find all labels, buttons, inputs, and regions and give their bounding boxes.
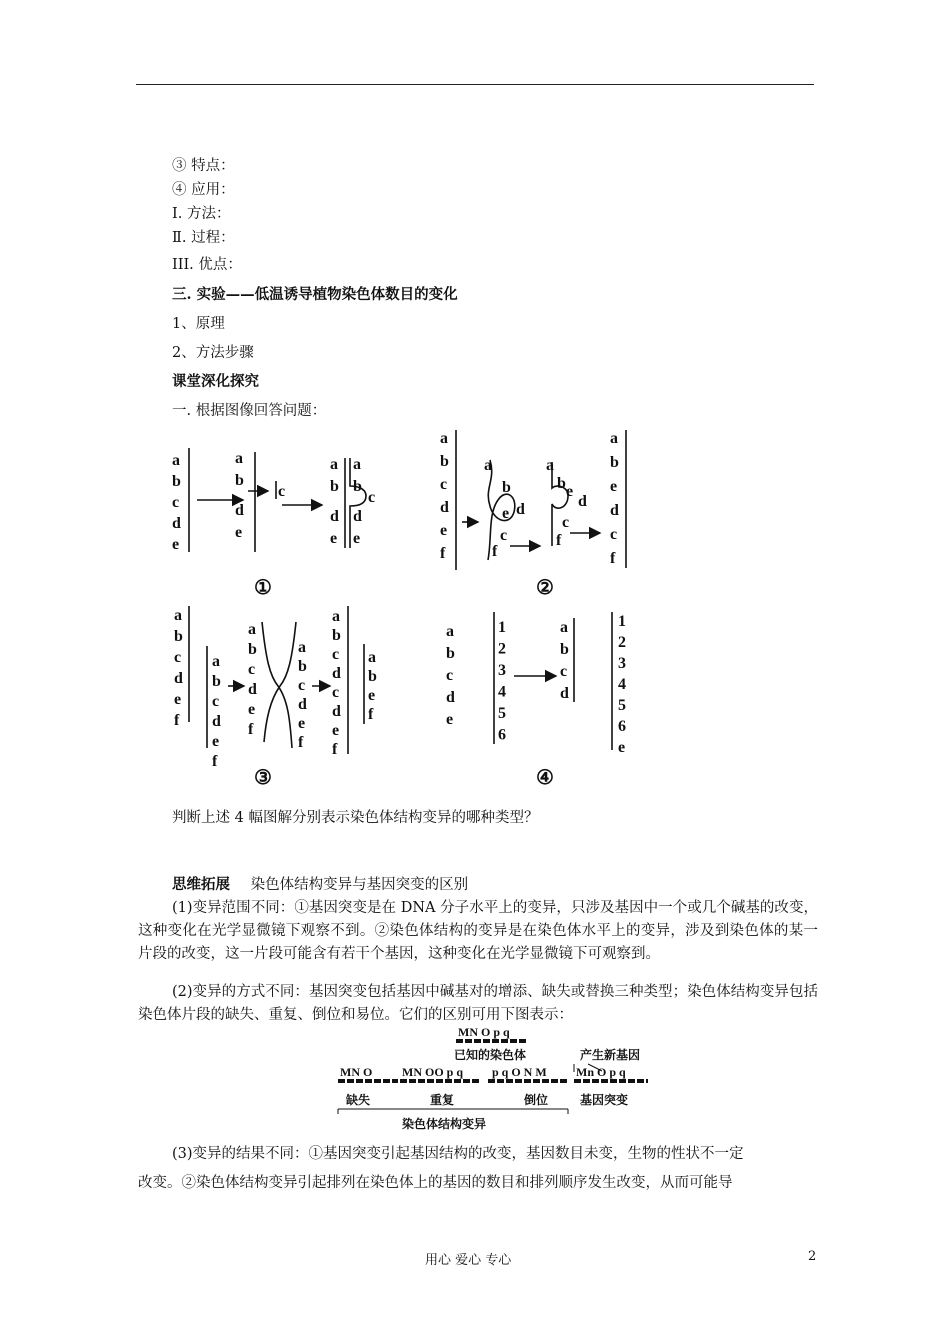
mutation-comparison-diagram	[330, 1024, 660, 1138]
chromosome-gene-label: d	[298, 696, 307, 713]
thinking-paragraph-3a: (3)变异的结果不同：①基因突变引起基因结构的改变，基因数目未变，生物的性状不一定	[172, 1146, 744, 1162]
chromosome-gene-label: c	[212, 693, 220, 710]
chromosome-gene-label: c	[368, 489, 376, 506]
chromosome-gene-label: d	[235, 502, 244, 519]
chromosome-gene-label: b	[610, 454, 619, 471]
chromosome-gene-label: f	[174, 712, 180, 729]
chromosome-gene-label: b	[330, 478, 339, 495]
chromosome-gene-label: b	[368, 668, 377, 685]
chromosome-gene-label: 4	[498, 683, 506, 701]
chromosome-gene-label: d	[560, 685, 569, 702]
inversion-label: 倒位	[524, 1093, 549, 1107]
chromosome-gene-label: c	[332, 646, 340, 663]
chromosome-gene-label: 3	[618, 655, 626, 672]
chromosome-gene-label: f	[440, 545, 446, 562]
chromosome-gene-label: e	[446, 711, 454, 728]
chromosome-gene-label: b	[174, 628, 183, 645]
duplication-genes: MN OO p q	[402, 1065, 464, 1079]
chromosome-gene-label: f	[368, 706, 374, 723]
chromosome-gene-label: 3	[498, 662, 506, 679]
chromosome-gene-label: b	[332, 627, 341, 644]
chromosome-gene-label: b	[235, 472, 244, 489]
chromosome-gene-label: a	[560, 619, 568, 636]
chromosome-gene-label: b	[446, 645, 455, 662]
chromosome-gene-label: f	[298, 734, 304, 751]
chromosome-gene-label: e	[610, 478, 618, 495]
chromosome-gene-label: d	[446, 689, 455, 706]
inversion-genes: p q O N M	[492, 1065, 547, 1079]
fig3-crossing-line	[264, 622, 296, 742]
chromosome-gene-label: a	[174, 607, 182, 624]
chromosome-gene-label: a	[446, 623, 454, 640]
thinking-label: 思维拓展	[172, 876, 230, 893]
known-chromosome-label: 已知的染色体	[454, 1048, 527, 1062]
chromosome-gene-label: e	[174, 691, 182, 708]
experiment-heading: 三. 实验——低温诱导植物染色体数目的变化	[172, 286, 458, 303]
figure-number-label: ④	[536, 767, 554, 789]
chromosome-gene-label: 4	[618, 676, 626, 693]
chromosome-gene-label: b	[557, 475, 566, 492]
chromosome-gene-label: d	[172, 515, 181, 532]
experiment-steps: 2、方法步骤	[172, 345, 254, 361]
chromosome-gene-label: f	[556, 532, 562, 549]
chromosome-gene-label: e	[235, 524, 243, 541]
chromosome-gene-label: 2	[618, 634, 626, 651]
chromosome-gene-label: c	[172, 494, 180, 511]
page-number: 2	[808, 1249, 817, 1264]
chromosome-gene-label: c	[332, 684, 340, 701]
chromosome-gene-label: c	[278, 483, 286, 500]
chromosome-gene-label: c	[248, 661, 256, 678]
mutation-genes: Mn O p q	[576, 1065, 626, 1079]
footer-center: 用心 爱心 专心	[425, 1253, 512, 1268]
chromosome-gene-label: a	[235, 450, 243, 467]
chromosome-gene-label: b	[172, 473, 181, 490]
chromosome-gene-label: d	[174, 670, 183, 687]
chromosome-gene-label: b	[248, 641, 257, 658]
item-process: Ⅱ. 过程：	[172, 230, 235, 246]
chromosome-gene-label: b	[440, 453, 449, 470]
item-features: ③ 特点：	[172, 158, 235, 174]
chromosome-gene-label: c	[560, 663, 568, 680]
chromosome-gene-label: c	[446, 667, 454, 684]
experiment-principle: 1、原理	[172, 316, 225, 332]
chromosome-gene-label: a	[330, 456, 338, 473]
chromosome-gene-label: b	[212, 673, 221, 690]
chromosome-gene-label: d	[353, 508, 362, 525]
chromosome-gene-label: d	[248, 681, 257, 698]
chromosome-gene-label: d	[212, 713, 221, 730]
structural-variation-label: 染色体结构变异	[402, 1117, 487, 1131]
chromosome-gene-label: 6	[498, 726, 506, 744]
chromosome-gene-label: d	[332, 703, 341, 720]
chromosome-gene-label: a	[248, 621, 256, 638]
chromosome-gene-label: 6	[618, 718, 626, 735]
chromosome-gene-label: f	[248, 721, 254, 738]
new-gene-label: 产生新基因	[580, 1048, 641, 1062]
thinking-title: 染色体结构变异与基因突变的区别	[250, 877, 469, 893]
chromosome-gene-label: b	[353, 478, 362, 495]
chromosome-gene-label: e	[248, 701, 256, 718]
chromosome-gene-label: e	[502, 505, 510, 522]
chromosome-gene-label: f	[610, 550, 616, 567]
chromosome-gene-label: d	[332, 665, 341, 682]
chromosome-gene-label: a	[172, 452, 180, 469]
known-chromosome-genes: MN O p q	[458, 1025, 510, 1039]
chromosome-gene-label: a	[484, 457, 492, 474]
figure-number-label: ②	[536, 577, 554, 599]
chromosome-gene-label: e	[353, 530, 361, 547]
figure-question: 判断上述 4 幅图解分别表示染色体结构变异的哪种类型？	[172, 810, 539, 826]
chromosome-gene-label: 2	[498, 640, 506, 658]
deletion-genes: MN O	[340, 1065, 373, 1079]
chromosome-gene-label: e	[440, 522, 448, 539]
gene-mutation-label: 基因突变	[580, 1093, 629, 1107]
chromosome-gene-label: f	[332, 741, 338, 758]
chromosome-gene-label: b	[560, 641, 569, 658]
chromosome-gene-label: e	[212, 733, 220, 750]
item-advantage: III. 优点：	[172, 257, 242, 273]
explore-heading: 课堂深化探究	[172, 373, 259, 390]
chromosome-gene-label: 1	[498, 619, 506, 636]
chromosome-gene-label: c	[174, 649, 182, 666]
chromosome-gene-label: c	[500, 527, 508, 544]
chromosome-gene-label: a	[332, 608, 340, 625]
chromosome-gene-label: 5	[618, 697, 626, 714]
chromosome-gene-label: a	[298, 639, 306, 656]
thinking-heading	[172, 875, 468, 895]
fig3-crossing-line	[262, 622, 292, 748]
chromosome-gene-label: b	[502, 479, 511, 496]
chromosome-gene-label: a	[353, 456, 361, 473]
chromosome-gene-label: e	[172, 536, 180, 553]
figure-number-label: ①	[254, 577, 272, 599]
chromosome-gene-label: 5	[498, 705, 506, 722]
chromosome-gene-label: d	[578, 493, 587, 510]
item-application: ④ 应用：	[172, 182, 235, 198]
explore-subheading: 一. 根据图像回答问题：	[172, 403, 327, 419]
chromosome-gene-label: a	[610, 430, 618, 447]
chromosome-gene-label: f	[212, 753, 218, 770]
chromosome-gene-label: d	[330, 508, 339, 525]
chromosome-gene-label: e	[368, 687, 376, 704]
chromosome-gene-label: c	[562, 514, 570, 531]
chromosome-gene-label: f	[492, 543, 498, 560]
chromosome-gene-label: e	[618, 739, 626, 756]
thinking-paragraph-1: (1)变异范围不同：①基因突变是在 DNA 分子水平上的变异，只涉及基因中一个或几个碱基的改变，这种变化在光学显微镜下观察不到。②染色体结构的变异是在染色体水平上的变异，涉及到染色体的某一片段的改变，这一片段可能含有若干个基因，这种变化在光学显微镜下可观察到。	[138, 900, 818, 962]
chromosome-gene-label: d	[440, 499, 449, 516]
chromosome-gene-label: a	[440, 430, 448, 447]
chromosome-gene-label: 1	[618, 613, 626, 630]
chromosome-gene-label: e	[330, 530, 338, 547]
chromosome-gene-label: e	[566, 483, 574, 500]
thinking-paragraph-3b: 改变。②染色体结构变异引起排列在染色体上的基因的数目和排列顺序发生改变，从而可能导	[138, 1175, 733, 1191]
chromosome-gene-label: d	[610, 502, 619, 519]
deletion-label: 缺失	[346, 1093, 371, 1107]
figure-number-label: ③	[254, 767, 272, 789]
item-method: Ⅰ. 方法：	[172, 206, 231, 222]
chromosome-gene-label: a	[212, 653, 220, 670]
chromosome-gene-label: c	[610, 526, 618, 543]
chromosome-gene-label: d	[516, 501, 525, 518]
chromosome-gene-label: c	[298, 677, 306, 694]
chromosome-gene-label: a	[368, 649, 376, 666]
duplication-label: 重复	[430, 1093, 455, 1107]
chromosome-gene-label: e	[332, 722, 340, 739]
chromosome-gene-label: b	[298, 658, 307, 675]
thinking-paragraph-2: (2)变异的方式不同：基因突变包括基因中碱基对的增添、缺失或替换三种类型；染色体结构变异包括染色体片段的缺失、重复、倒位和易位。它们的区别可用下图表示：	[138, 984, 818, 1023]
chromosome-gene-label: e	[298, 715, 306, 732]
chromosome-gene-label: c	[440, 476, 448, 493]
chromosome-gene-label: a	[546, 457, 554, 474]
